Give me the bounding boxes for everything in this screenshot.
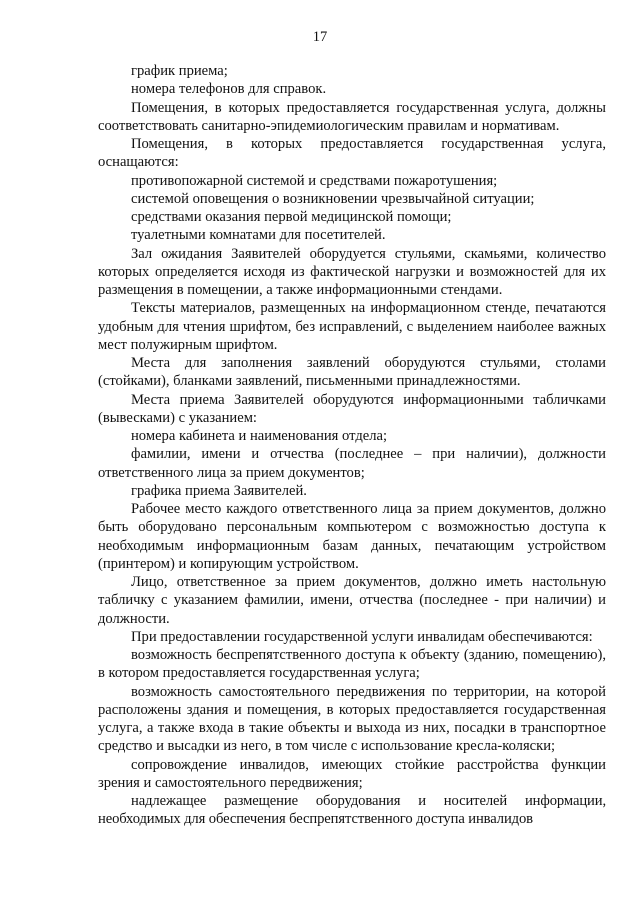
- paragraph: Помещения, в которых предоставляется государственная услуга, оснащаются:: [98, 136, 606, 171]
- paragraph: номера кабинета и наименования отдела;: [131, 428, 388, 444]
- paragraph: противопожарной системой и средствами пожаротушения;: [131, 172, 498, 189]
- paragraph: Места для заполнения заявлений оборудуются стульями, столами (стойками), бланками заявлений, письменными принадлежностями.: [98, 355, 606, 390]
- paragraph: Лицо, ответственное за прием документов, должно иметь настольную табличку с указанием фамилии, имени, отчества (последнее - при наличии) и должности.: [98, 574, 606, 627]
- paragraph: сопровождение инвалидов, имеющих стойкие расстройства функции зрения и самостоятельного передвижения;: [98, 756, 606, 791]
- paragraph: номера телефонов для справок.: [131, 81, 327, 98]
- paragraph: график приема;: [131, 63, 228, 79]
- paragraph: системой оповещения о возникновении чрезвычайной ситуации;: [131, 190, 535, 207]
- paragraph: При предоставлении государственной услуги инвалидам обеспечиваются:: [131, 628, 593, 645]
- paragraph: графика приема Заявителей.: [131, 482, 307, 499]
- paragraph: надлежащее размещение оборудования и носителей информации, необходимых для обеспечения беспрепятственного доступа инвалидов: [98, 793, 606, 828]
- paragraph: средствами оказания первой медицинской помощи;: [131, 209, 452, 225]
- paragraph: туалетными комнатами для посетителей.: [131, 227, 386, 244]
- paragraph: Места приема Заявителей оборудуются информационными табличками (вывесками) с указанием:: [98, 391, 606, 426]
- page-number: 17: [312, 29, 328, 45]
- document-body: [98, 62, 606, 829]
- paragraph: Зал ожидания Заявителей оборудуется стульями, скамьями, количество которых определяется исходя из фактической нагрузки и возможностей для их размещения в помещении, а также информационными стендами.: [98, 245, 606, 298]
- paragraph: Помещения, в которых предоставляется государственная услуга, должны соответствовать санитарно-эпидемиологическим правилам и нормативам.: [98, 99, 606, 134]
- paragraph: Тексты материалов, размещенных на информационном стенде, печатаются удобным для чтения шрифтом, без исправлений, с выделением наиболее важных мест полужирным шрифтом.: [98, 300, 606, 353]
- paragraph: фамилии, имени и отчества (последнее – при наличии), должности ответственного лица за прием документов;: [98, 446, 606, 481]
- paragraph: Рабочее место каждого ответственного лица за прием документов, должно быть оборудовано персональным компьютером с возможностью доступа к необходимым информационным базам данных, печатающим устройством (принтером) и копирующим устройством.: [98, 501, 606, 572]
- paragraph: возможность беспрепятственного доступа к объекту (зданию, помещению), в котором предоставляется государственная услуга;: [98, 647, 606, 682]
- paragraph: возможность самостоятельного передвижения по территории, на которой расположены здания и помещения, в которых предоставляется государственная услуга, а также входа в такие объекты и выхода из них, посадки в транспортное средство и высадки из него, в том числе с использование кресла-коляски;: [98, 683, 606, 755]
